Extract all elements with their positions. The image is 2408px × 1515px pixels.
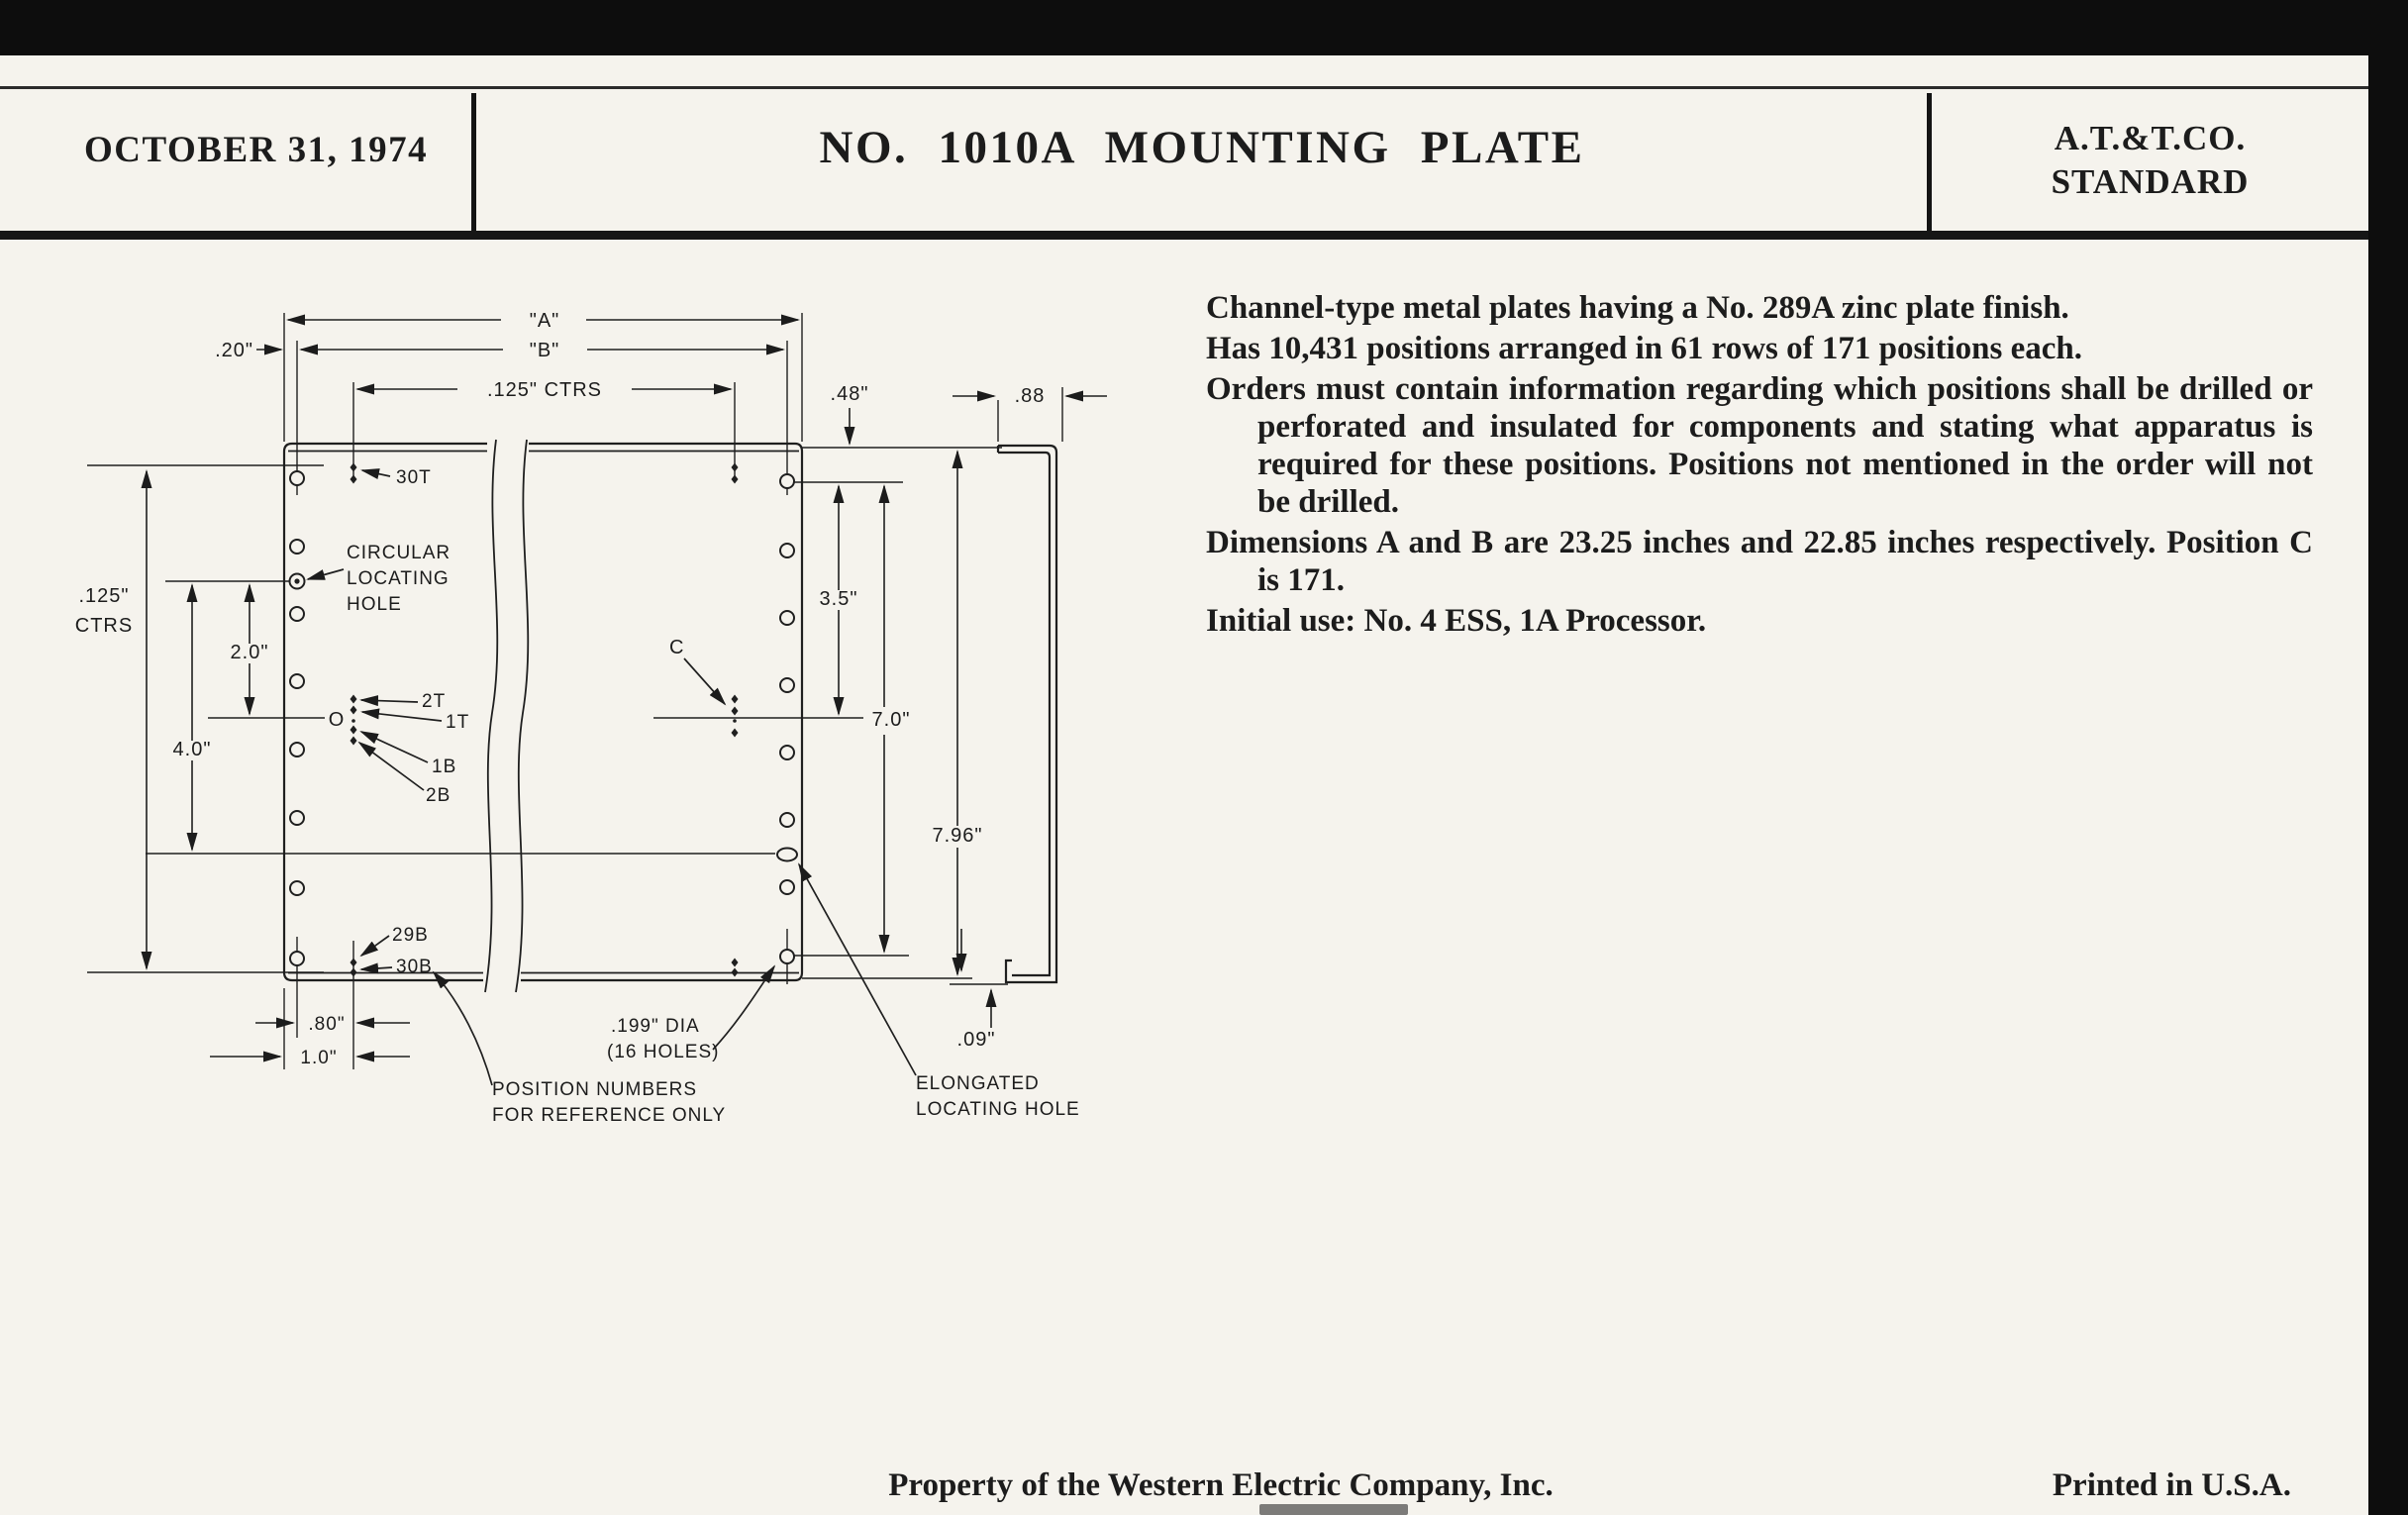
elongated-hole-label-1: ELONGATED <box>916 1073 1040 1094</box>
hole-bottom-left <box>290 952 304 965</box>
dimension-lines <box>147 320 1107 1057</box>
dim-48-label: .48" <box>830 383 869 405</box>
circular-hole-label-3: HOLE <box>347 594 402 615</box>
dim-796-label: 7.96" <box>932 825 983 847</box>
ctrs-top-label: .125" CTRS <box>486 379 603 401</box>
label-1B: 1B <box>432 757 457 777</box>
circular-hole-label-2: LOCATING <box>347 568 450 589</box>
dim-80-label: .80" <box>308 1014 346 1035</box>
property-notice: Property of the Western Electric Company, Inc. <box>888 1467 1554 1503</box>
ctrs-left-label-1: .125" <box>78 585 130 607</box>
standard-line2: STANDARD <box>2051 162 2250 202</box>
plate-outline <box>284 440 802 992</box>
scan-top-black-bar <box>0 0 2408 55</box>
dim-70-label: 7.0" <box>871 709 911 731</box>
dim-B-label: "B" <box>529 340 560 361</box>
reference-lines <box>87 313 1062 1069</box>
dim-2in-label: 2.0" <box>230 642 269 663</box>
hole-dia-label-1: .199" DIA <box>611 1016 700 1037</box>
printed-in-usa: Printed in U.S.A. <box>2052 1467 2291 1503</box>
dim-A-label: "A" <box>529 310 560 332</box>
label-30B: 30B <box>396 957 433 977</box>
dim-4in-label: 4.0" <box>172 739 212 760</box>
position-numbers-note-2: FOR REFERENCE ONLY <box>492 1105 727 1126</box>
hole-top-left <box>290 471 304 485</box>
hole-top-right <box>780 474 794 488</box>
standard-line1: A.T.&T.CO. <box>2054 119 2247 157</box>
mounting-plate-drawing <box>59 285 1109 1176</box>
document-date: OCTOBER 31, 1974 <box>84 130 429 170</box>
description-text <box>1206 289 2313 643</box>
label-O: O <box>328 709 346 731</box>
position-numbers-note-1: POSITION NUMBERS <box>492 1079 698 1100</box>
label-29B: 29B <box>392 925 429 946</box>
circular-hole-label-1: CIRCULAR <box>347 543 452 563</box>
ctrs-left-label-2: CTRS <box>74 615 134 637</box>
dim-10-label: 1.0" <box>300 1048 338 1068</box>
elongated-locating-hole <box>777 849 797 861</box>
dim-20-label: .20" <box>215 340 253 361</box>
paragraph-dimensions: Dimensions A and B are 23.25 inches and 22.85 inches respectively. Position C is 171. <box>1206 525 2313 598</box>
label-1T: 1T <box>446 712 470 733</box>
channel-side-view <box>998 446 1056 982</box>
paragraph-positions: Has 10,431 positions arranged in 61 rows of 171 positions each. <box>1206 331 2082 366</box>
elongated-hole-label-2: LOCATING HOLE <box>916 1099 1080 1120</box>
paragraph-finish: Channel-type metal plates having a No. 289A zinc plate finish. <box>1206 290 2069 326</box>
dim-88-label: .88 <box>1014 385 1046 407</box>
paragraph-orders: Orders must contain information regarding which positions shall be drilled or perforated and insulated for components and stating what apparatus is required for these positions. Positions not mentioned in the order will not be drilled. <box>1206 371 2313 520</box>
label-2B: 2B <box>426 785 452 806</box>
paragraph-initial-use: Initial use: No. 4 ESS, 1A Processor. <box>1206 603 1707 639</box>
break-line-right <box>516 440 528 992</box>
scan-right-black-bar <box>2368 0 2408 1515</box>
label-C: C <box>669 637 685 658</box>
label-30T: 30T <box>396 467 432 488</box>
header-divider-left <box>471 93 476 232</box>
position-marks <box>351 463 739 977</box>
hole-bottom-right <box>780 950 794 963</box>
page-title: NO. 1010A MOUNTING PLATE <box>819 122 1585 173</box>
header-bottom-rule <box>0 231 2368 240</box>
scan-artifact <box>1259 1504 1408 1515</box>
header-top-rule <box>0 86 2368 89</box>
dim-09-label: .09" <box>956 1029 996 1051</box>
dim-35-label: 3.5" <box>819 588 858 610</box>
break-line-left <box>485 440 497 992</box>
hole-dia-label-2: (16 HOLES) <box>607 1042 720 1062</box>
label-2T: 2T <box>422 691 447 712</box>
standard-designation <box>1932 117 2368 204</box>
